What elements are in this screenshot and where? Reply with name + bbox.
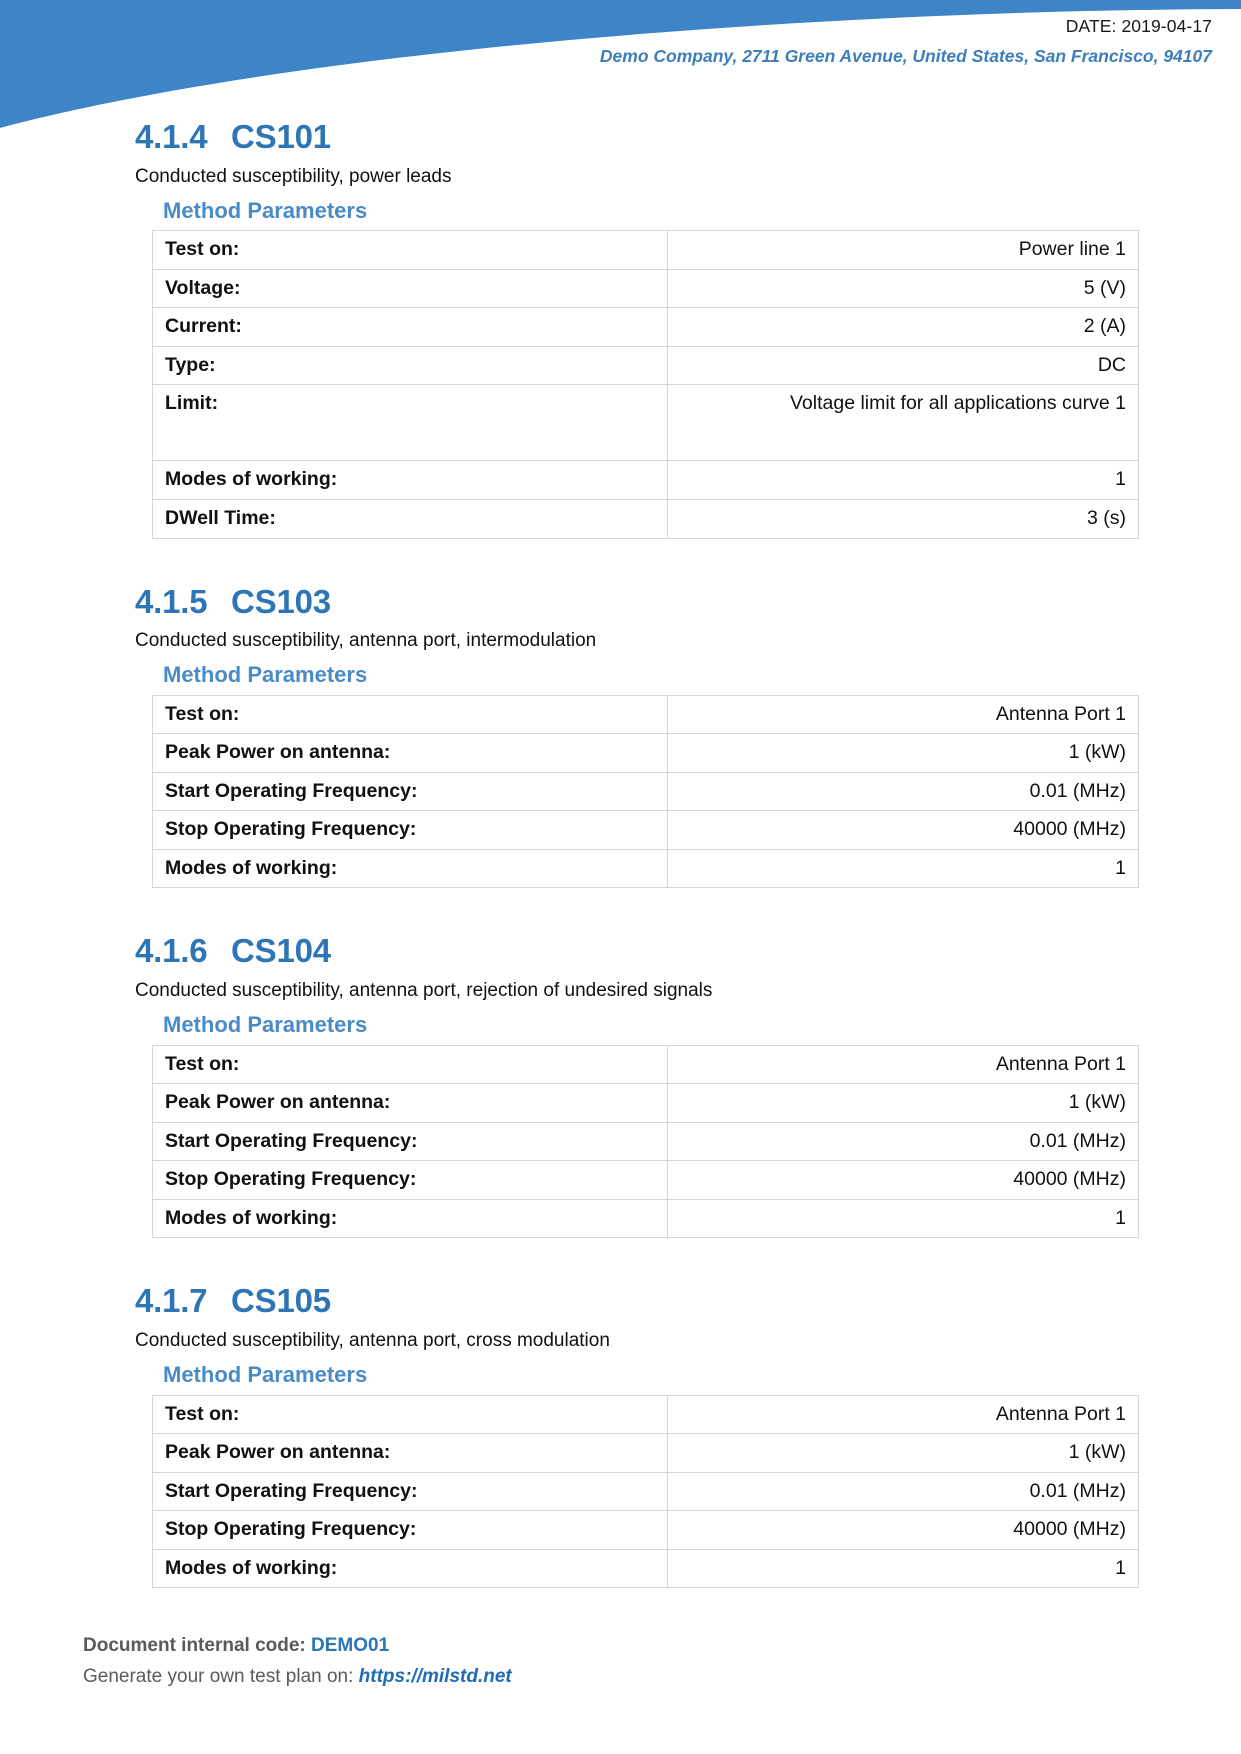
param-key: Peak Power on antenna: (153, 734, 668, 773)
table-row (153, 1199, 1139, 1238)
param-value: Power line 1 (668, 231, 1139, 270)
footer-document-code (83, 1636, 512, 1655)
table-row (153, 1122, 1139, 1161)
page-footer (83, 1636, 512, 1686)
param-value: DC (668, 346, 1139, 385)
param-key: Test on: (153, 1395, 668, 1434)
param-value: Antenna Port 1 (668, 695, 1139, 734)
param-value: 1 (kW) (668, 1434, 1139, 1473)
section-description: Conducted susceptibility, antenna port, rejection of undesired signals (135, 980, 713, 1002)
param-key: Peak Power on antenna: (153, 1434, 668, 1473)
table-row (153, 308, 1139, 347)
table-row (153, 811, 1139, 850)
section-number: 4.1.7 (135, 1282, 208, 1320)
table-row (153, 269, 1139, 308)
param-key: Stop Operating Frequency: (153, 1161, 668, 1200)
param-key: Modes of working: (153, 461, 668, 500)
section-description: Conducted susceptibility, power leads (135, 165, 452, 187)
param-value: Antenna Port 1 (668, 1395, 1139, 1434)
param-key: Start Operating Frequency: (153, 1472, 668, 1511)
param-value: Voltage limit for all applications curve 1 (668, 385, 1139, 461)
param-key: DWell Time: (153, 499, 668, 538)
param-key: Current: (153, 308, 668, 347)
table-row (153, 1084, 1139, 1123)
section-number: 4.1.4 (135, 118, 208, 155)
footer-milstd-link[interactable]: https://milstd.net (358, 1666, 512, 1687)
section-number: 4.1.5 (135, 582, 208, 620)
param-value: 1 (kW) (668, 734, 1139, 773)
table-row (153, 499, 1139, 538)
param-key: Voltage: (153, 269, 668, 308)
section-heading-cs104 (135, 932, 1241, 971)
method-parameters-table-cs105 (152, 1395, 1139, 1589)
param-value: 5 (V) (668, 269, 1139, 308)
param-key: Stop Operating Frequency: (153, 1511, 668, 1550)
param-key: Modes of working: (153, 1199, 668, 1238)
param-key: Start Operating Frequency: (153, 772, 668, 811)
param-key: Test on: (153, 231, 668, 270)
footer-document-code-value: DEMO01 (311, 1635, 390, 1656)
param-value: 1 (kW) (668, 1084, 1139, 1123)
param-key: Modes of working: (153, 1549, 668, 1588)
section-cs101 (0, 110, 1241, 539)
table-row (153, 1472, 1139, 1511)
table-row (153, 346, 1139, 385)
header-company-address: Demo Company, 2711 Green Avenue, United States, San Francisco, 94107 (599, 45, 1212, 66)
param-value: 0.01 (MHz) (668, 1122, 1139, 1161)
section-description: Conducted susceptibility, antenna port, intermodulation (135, 630, 597, 652)
section-heading-cs103 (135, 583, 1241, 622)
table-row (153, 772, 1139, 811)
param-value: 40000 (MHz) (668, 1511, 1139, 1550)
table-row (153, 734, 1139, 773)
param-key: Stop Operating Frequency: (153, 811, 668, 850)
param-key: Limit: (153, 385, 668, 461)
section-title: CS104 (231, 932, 331, 970)
method-parameters-heading: Method Parameters (163, 197, 368, 223)
param-key: Peak Power on antenna: (153, 1084, 668, 1123)
section-cs103 (0, 539, 1241, 889)
param-key: Test on: (153, 1045, 668, 1084)
document-content (0, 110, 1241, 1588)
param-key: Test on: (153, 695, 668, 734)
section-description: Conducted susceptibility, antenna port, cross modulation (135, 1330, 610, 1352)
param-value: 1 (668, 1199, 1139, 1238)
table-row (153, 461, 1139, 500)
param-key: Modes of working: (153, 849, 668, 888)
table-row (153, 1395, 1139, 1434)
table-row (153, 1161, 1139, 1200)
section-number: 4.1.6 (135, 932, 208, 970)
param-value: 2 (A) (668, 308, 1139, 347)
param-value: 1 (668, 461, 1139, 500)
method-parameters-table-cs101 (152, 230, 1139, 538)
table-row (153, 1434, 1139, 1473)
table-row (153, 849, 1139, 888)
section-cs105 (0, 1238, 1241, 1588)
param-value: 0.01 (MHz) (668, 1472, 1139, 1511)
header-date: DATE: 2019-04-17 (1065, 16, 1212, 36)
table-row (153, 1511, 1139, 1550)
param-value: 1 (668, 849, 1139, 888)
table-row (153, 1549, 1139, 1588)
footer-document-code-label: Document internal code: (83, 1635, 306, 1656)
param-value: 0.01 (MHz) (668, 772, 1139, 811)
footer-generate-label: Generate your own test plan on: (83, 1666, 354, 1687)
section-title: CS101 (231, 118, 331, 155)
param-value: 40000 (MHz) (668, 811, 1139, 850)
param-key: Type: (153, 346, 668, 385)
param-value: 40000 (MHz) (668, 1161, 1139, 1200)
method-parameters-heading: Method Parameters (163, 1012, 368, 1038)
section-heading-cs105 (135, 1282, 1241, 1321)
section-title: CS103 (231, 582, 331, 620)
method-parameters-heading: Method Parameters (163, 662, 368, 688)
section-title: CS105 (231, 1282, 331, 1320)
footer-generate-line (83, 1667, 512, 1686)
table-row (153, 1045, 1139, 1084)
header-meta (600, 18, 1212, 65)
param-value: Antenna Port 1 (668, 1045, 1139, 1084)
method-parameters-table-cs104 (152, 1045, 1139, 1239)
method-parameters-table-cs103 (152, 695, 1139, 889)
param-value: 1 (668, 1549, 1139, 1588)
section-cs104 (0, 888, 1241, 1238)
section-heading-cs101 (135, 118, 1241, 157)
table-row (153, 385, 1139, 461)
param-key: Start Operating Frequency: (153, 1122, 668, 1161)
param-value: 3 (s) (668, 499, 1139, 538)
table-row (153, 231, 1139, 270)
method-parameters-heading: Method Parameters (163, 1362, 368, 1388)
table-row (153, 695, 1139, 734)
